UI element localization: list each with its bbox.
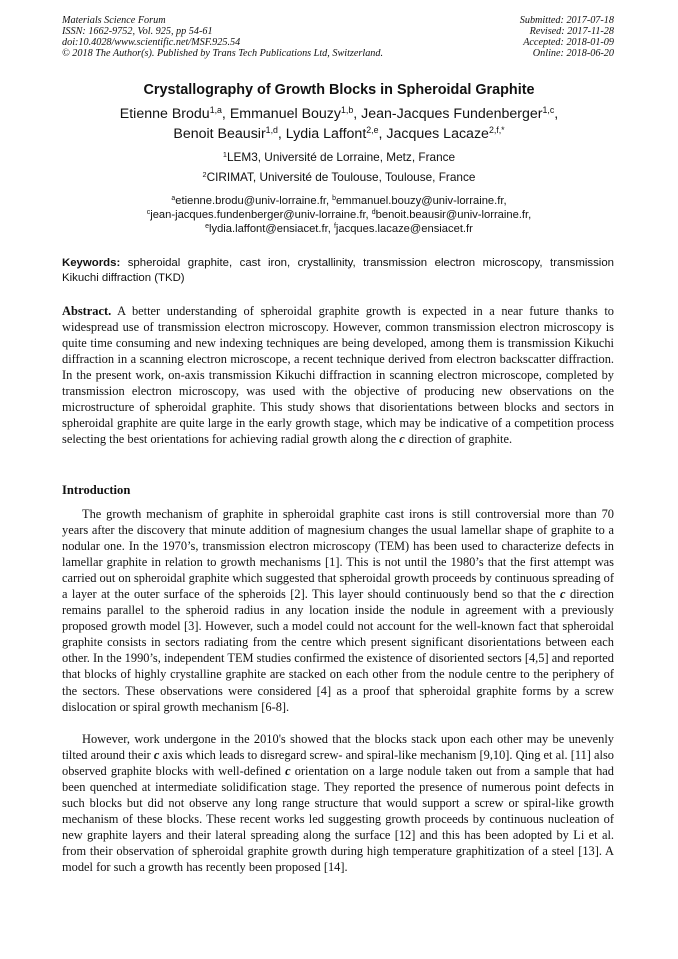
paragraph-text: However, work undergone in the 2010's showed that the blocks stack upon each other may be unevenly tilted around their (62, 732, 614, 763)
date-accepted: Accepted: 2018-01-09 (523, 37, 614, 48)
email-sup: b (332, 195, 337, 203)
email-line-1: $^a$etienne.brodu@univ-lorraine.fr, $^b$emmanuel.bouzy@univ-lorraine.fr, (171, 195, 507, 207)
keywords (62, 256, 614, 286)
author-line-1: Etienne Brodu$^{1,a}$, Emmanuel Bouzy$^{1,b}$, Jean-Jacques Fundenberger$^{1,c}$, (119, 105, 559, 122)
affiliation-1 (0, 150, 678, 164)
c-symbol: c (285, 764, 291, 779)
journal-name: Materials Science Forum (62, 15, 166, 26)
email-sup: d (371, 209, 376, 217)
email-link[interactable]: lydia.laffont@ensiacet.fr (208, 223, 328, 235)
author-name: Emmanuel Bouzy (229, 106, 341, 122)
publication-dates (520, 15, 614, 59)
author-sup: 1,d (265, 125, 278, 136)
journal-doi: doi:10.4028/www.scientific.net/MSF.925.54 (62, 37, 241, 48)
author-name: Etienne Brodu (119, 106, 210, 122)
email-sup: c (146, 209, 151, 217)
c-symbol: c (560, 587, 566, 602)
affiliation-sup: 2 (202, 169, 207, 179)
email-link[interactable]: emmanuel.bouzy@univ-lorraine.fr (336, 195, 504, 207)
keywords-label: Keywords: (62, 257, 121, 269)
email-sup: f (333, 223, 336, 231)
journal-info (62, 15, 383, 59)
author-name: Lydia Laffont (285, 126, 367, 142)
date-submitted: Submitted: 2017-07-18 (519, 15, 614, 26)
author-sup: 1,a (209, 105, 222, 116)
author-sup: 2,e (366, 125, 379, 136)
keywords-text: spheroidal graphite, cast iron, crystallinity, transmission electron microscopy, transmission Kikuchi diffraction (TKD) (62, 257, 614, 284)
abstract (62, 303, 614, 447)
abstract-text-end: direction of graphite. (407, 432, 513, 446)
author-line-2: Benoit Beausir$^{1,d}$, Lydia Laffont$^{2,e}$, Jacques Lacaze$^{2,f,*}$ (173, 125, 505, 142)
intro-paragraph-1 (62, 506, 614, 715)
affiliation-sup: 1 (222, 149, 227, 159)
paper-title: Crystallography of Growth Blocks in Spheroidal Graphite (143, 82, 535, 98)
affiliation-2 (0, 170, 678, 184)
c-symbol: c (153, 748, 160, 763)
intro-paragraph-2 (62, 731, 614, 875)
author-sup: 2,f,* (488, 125, 505, 136)
paragraph-text: direction remains parallel to the spheroid radius in any location inside the nodule in agreement with a previously proposed growth model [3]. However, such a model could not account for the well-known fact that spheroidal graphite consists in sectors radiating from the centre which present significant disorientations between each other. In the 1990’s, independent TEM studies confirmed the existence of disoriented sectors [4,5] and reported that blocks of highly crystalline graphite are stacked on each other from the nodule centre to the periphery of the sectors. These observations were considered [4] as a proof that spheroidal graphite forms by a screw dislocation or spiral growth mechanism [6-8]. (62, 587, 614, 714)
email-link[interactable]: benoit.beausir@univ-lorraine.fr (375, 209, 529, 221)
abstract-text: A better understanding of spheroidal graphite growth is expected in a near future thanks to widespread use of transmission electron microscopy. However, common transmission electron microscopy is quite time consuming and new indexing techniques are being developed, among them is transmission Kikuchi diffraction in a scanning electron microscope, a recent technique derived from electron backscatter diffraction. In the present work, on-axis transmission Kikuchi diffraction in scanning electron microscope, completed by transmission electron microscopy, was used with the objective of producing new observations on the microstructure of spheroidal graphite. This study shows that disorientations between blocks and sectors in spheroidal graphite are quite large in the early growth stage, which may be indicative of a competition process selecting the best orientations for achieving radial growth along the (62, 304, 614, 446)
c-symbol: c (399, 432, 405, 446)
journal-copyright: © 2018 The Author(s). Published by Trans Tech Publications Ltd, Switzerland. (62, 48, 384, 59)
affiliation-text: LEM3, Université de Lorraine, Metz, France (226, 150, 456, 164)
section-title: Introduction (62, 483, 131, 497)
date-online: Online: 2018-06-20 (532, 48, 614, 59)
email-list (0, 194, 678, 236)
author-name: Jacques Lacaze (386, 126, 489, 142)
affiliation-text: CIRIMAT, Université de Toulouse, Toulouse, France (206, 170, 476, 184)
email-line-3: $^e$lydia.laffont@ensiacet.fr, $^f$jacques.lacaze@ensiacet.fr (205, 223, 473, 235)
date-revised: Revised: 2017-11-28 (529, 26, 614, 37)
paragraph-text: orientation on a large nodule taken out from a sample that had been quenched at intermediate solidification stage. They reported the presence of numerous point defects in such blocks but did not observe any long range structure that would support a screw or spiral-like growth mechanism of these blocks. These recent works led suggesting growth proceeds by continuous nucleation of new graphite layers and their lateral spreading along the surface [12] and this has been adopted by Li et al. from their observation of spheroidal graphite growth during high temperature graphitization of a steel [13]. A model for such a growth has recently been proposed [14]. (62, 764, 614, 875)
email-link[interactable]: etienne.brodu@univ-lorraine.fr (175, 195, 326, 207)
author-sup: 1,b (341, 105, 354, 116)
email-sup: a (171, 195, 176, 203)
author-name: Benoit Beausir (173, 126, 266, 142)
email-line-2: $^c$jean-jacques.fundenberger@univ-lorraine.fr, $^d$benoit.beausir@univ-lorraine.fr, (146, 209, 532, 221)
journal-issn: ISSN: 1662-9752, Vol. 925, pp 54-61 (62, 26, 213, 37)
email-link[interactable]: jacques.lacaze@ensiacet.fr (335, 223, 473, 235)
email-sup: e (205, 223, 209, 231)
author-sup: 1,c (542, 105, 555, 116)
abstract-label: Abstract. (62, 304, 112, 318)
author-name: Jean-Jacques Fundenberger (361, 106, 543, 122)
author-list (0, 104, 678, 144)
paragraph-text: axis which leads to disregard screw- and spiral-like mechanism [9,10]. Qing et al. [11] also observed graphite blocks with well-defined (62, 748, 614, 779)
paragraph-text: The growth mechanism of graphite in spheroidal graphite cast irons is still controversial more than 70 years after the discovery that minute addition of magnesium changes the usual lamellar shape of graphite to a nodular one. In the 1970’s, transmission electron microscopy (TEM) has been used to characterize defects in lamellar graphite in relation to growth mechanisms [1]. This is not until the 1980’s that the first attempt was carried out on spheroidal graphite which suggested that spheroidal growth proceeds by continuous spreading of a layer at the outer surface of the spheroids [2]. This layer should continuously bend so that the (62, 507, 614, 602)
email-link[interactable]: jean-jacques.fundenberger@univ-lorraine.fr (150, 209, 366, 221)
